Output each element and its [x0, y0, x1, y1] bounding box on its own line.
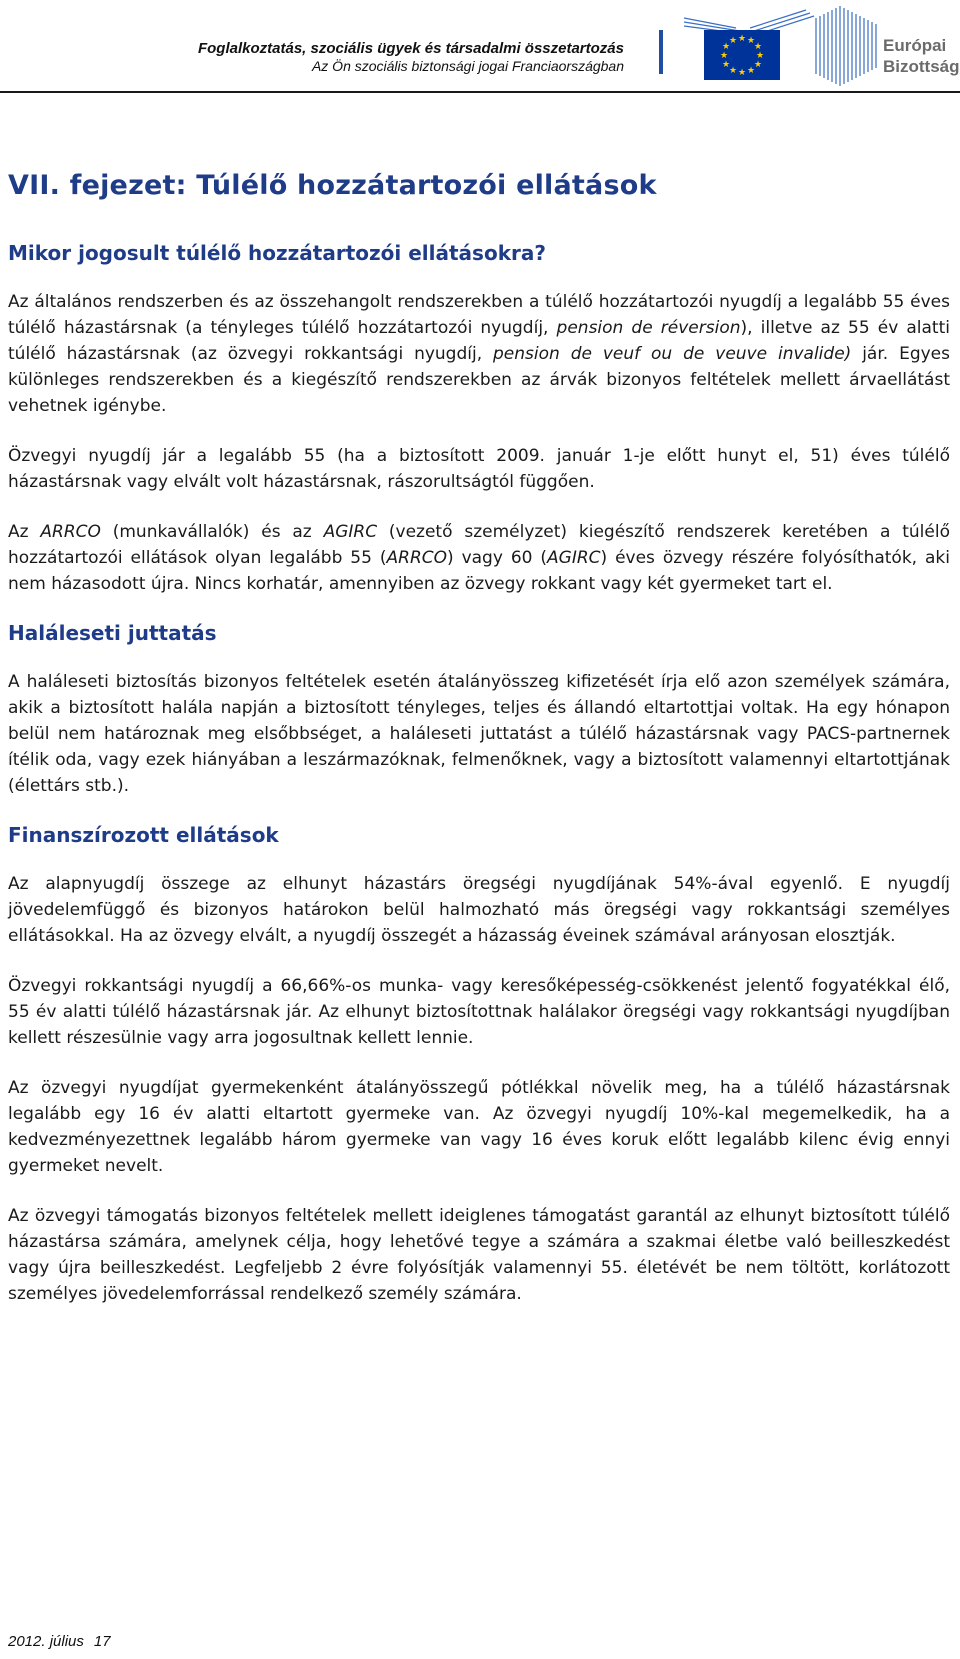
- header-title: Foglalkoztatás, szociális ügyek és társadalmi összetartozás: [197, 40, 624, 57]
- main-content: [8, 170, 950, 1307]
- page-header: [0, 0, 960, 92]
- page-number: 17: [93, 1633, 111, 1650]
- svg-text:★: ★: [728, 36, 738, 46]
- paragraph-widow-allowance: Az özvegyi támogatás bizonyos feltételek mellett ideiglenes támogatást garantál az elhunyt biztosított túlélő házastársa számára, amelynek célja, hogy lehetővé tegye a számára a szakmai életbe való beilleszkedést vagy újra beilleszkedést. Legfeljebb 2 évre folyósítják valamennyi 55. életévét be nem töltött, korlátozott személyes jövedelemforrással rendelkező személy számára.: [8, 1206, 950, 1304]
- svg-text:★: ★: [753, 60, 763, 70]
- paragraph-basic-pension: Az alapnyugdíj összege az elhunyt házastárs öregségi nyugdíjának 54%-ával egyenlő. E nyugdíj jövedelemfüggő és bizonyos határokon belül halmozható más öregségi vagy rokkantsági személyes ellátásokkal. Ha az özvegy elvált, a nyugdíj összegét a házasság éveinek számával arányosan elosztják.: [8, 874, 950, 946]
- svg-text:★: ★: [719, 51, 729, 61]
- brand-name-line1: Európai: [883, 36, 947, 55]
- page-footer: [8, 1633, 111, 1650]
- svg-text:★: ★: [728, 66, 738, 76]
- svg-text:★: ★: [721, 60, 731, 70]
- paragraph-child-supplement: Az özvegyi nyugdíjat gyermekenként átalányösszegű pótlékkal növelik meg, ha a túlélő házastársnak legalább egy 16 év alatti eltartott gyermeke van. Az özvegyi nyugdíj 10%-kal megemelkedik, ha a kedvezményezettnek legalább három gyermeke van vagy 16 éves koruk előtt legalább kilenc évig ennyi gyermeket nevelt.: [8, 1078, 950, 1176]
- svg-text:★: ★: [755, 51, 765, 61]
- svg-text:★: ★: [746, 36, 756, 46]
- brand-name-line2: Bizottság: [883, 57, 960, 76]
- paragraph-invalidity-pension: Özvegyi rokkantsági nyugdíj a 66,66%-os munka- vagy keresőképesség-csökkenést jelentő fogyatékkal élő, 55 év alatti túlélő házastársnak jár. Az elhunyt biztosítottnak halálakor öregségi vagy rokkantsági nyugdíjban kellett részesülnie vagy arra jogosultnak kellett lennie.: [8, 976, 950, 1048]
- chapter-title: VII. fejezet: Túlélő hozzátartozói ellátások: [8, 170, 657, 201]
- paragraph-eligibility: Az általános rendszerben és az összehangolt rendszerekben a túlélő hozzátartozói nyugdíj a legalább 55 éves túlélő házastársnak (a tényleges túlélő hozzátartozói nyugdíj, pension de réversion), illetve az 55 év alatti túlélő házastársnak (az özvegyi rokkantsági nyugdíj, pension de veuf ou de veuve invalide) jár. Egyes különleges rendszerekben és a kiegészítő rendszerekben az árvák bizonyos feltételek mellett árvaellátást vehetnek igénybe.: [8, 292, 950, 416]
- header-subtitle: Az Ön szociális biztonsági jogai Franciaországban: [311, 58, 624, 74]
- header-divider: [659, 30, 663, 74]
- svg-text:★: ★: [737, 68, 747, 78]
- footer-date: 2012. július: [8, 1633, 84, 1650]
- svg-text:★: ★: [746, 66, 756, 76]
- paragraph-widow-pension: Özvegyi nyugdíj jár a legalább 55 (ha a biztosított 2009. január 1-je előtt hunyt el, 51) éves túlélő házastársnak vagy elvált volt házastársnak, rászorultságtól függően.: [8, 446, 950, 492]
- section-title-death-benefit: Haláleseti juttatás: [8, 621, 217, 645]
- paragraph-supplementary-schemes: Az ARRCO (munkavállalók) és az AGIRC (vezető személyzet) kiegészítő rendszerek keretében a túlélő hozzátartozói ellátások olyan legalább 55 (ARRCO) vagy 60 (AGIRC) éves özvegy részére folyósíthatók, aki nem házasodott újra. Nincs korhatár, amennyiben az özvegy rokkant vagy két gyermeket tart el.: [8, 522, 950, 594]
- header-rule: [0, 91, 960, 93]
- paragraph-death-benefit: A haláleseti biztosítás bizonyos feltételek esetén átalányösszeg kifizetését írja elő azon személyek számára, akik a biztosított halála napján a biztosított tényleges, teljes és állandó eltartottjai voltak. Ha egy hónapon belül nem határoznak meg elsőbbséget, a haláleseti juttatást a túlélő házastársnak vagy PACS-partnernek ítélik oda, vagy ezek hiányában a leszármazóknak, felmenőknek, vagy a biztosított valamennyi eltartottjának (élettárs stb.).: [8, 672, 950, 796]
- european-commission-logo-icon: [676, 4, 880, 88]
- question-title: Mikor jogosult túlélő hozzátartozói ellátásokra?: [8, 241, 546, 265]
- section-title-funded-benefits: Finanszírozott ellátások: [8, 823, 279, 847]
- svg-text:★: ★: [721, 42, 731, 52]
- svg-text:★: ★: [737, 34, 747, 44]
- svg-text:★: ★: [753, 42, 763, 52]
